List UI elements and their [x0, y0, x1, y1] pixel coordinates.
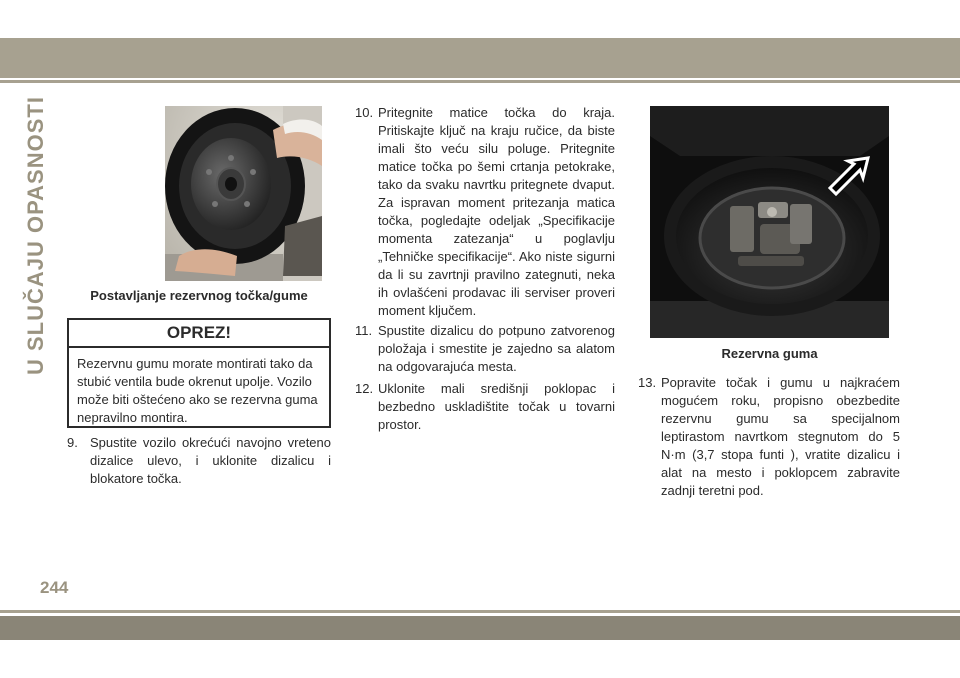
warning-title: OPREZ! [69, 320, 329, 348]
step-first-line: Uklonite mali središnji poklopac i [378, 381, 615, 396]
step-number: 9. [67, 435, 78, 450]
warning-box [67, 318, 331, 428]
tire-mount-caption: Postavljanje rezervnog točka/gume [90, 288, 308, 303]
step-13 [638, 374, 900, 500]
section-title: U SLUČAJU OPASNOSTI [23, 96, 48, 375]
spare-tire-caption: Rezervna guma [721, 346, 818, 361]
tire-mount-photo [165, 106, 322, 281]
step-text: bezbedno uskladištite točak u tovarni prostor. [378, 399, 615, 432]
step-9 [67, 434, 331, 488]
step-11 [355, 322, 615, 376]
header-rule [0, 80, 960, 83]
step-first-line: Spustite vozilo okrećući navojno vreteno [90, 435, 331, 450]
step-number: 10. [355, 105, 374, 120]
footer-band [0, 616, 960, 640]
step-first-line: Pritegnite matice točka do kraja. [378, 105, 615, 120]
step-text: mogućem roku, propisno obezbedite rezervnu gumu sa specijalnom leptirastom navrtkom stegnutom do 5 N·m (3,7 stopa funti ), vratite dizalicu i alat na mesto i poklopcem zabravite zadnji teretni pod. [661, 393, 900, 498]
step-first-line: Spustite dizalicu do potpuno zatvorenog [378, 323, 615, 338]
page-number: 244 [40, 578, 69, 597]
footer-rule [0, 610, 960, 613]
step-12 [355, 380, 615, 434]
step-10 [355, 104, 615, 320]
step-text: položaja i smestite je zajedno sa alatom na odgovarajuća mesta. [378, 341, 615, 374]
step-text: dizalice ulevo, i uklonite dizalicu i blokatore točka. [90, 453, 331, 486]
spare-tire-photo [650, 106, 889, 338]
step-text: Pritiskajte ključ na kraju ručice, da biste imali što veću silu poluge. Pritegnite matice točka po šemi crtanja petokrake, tako da svaku navrtku pritegnete dvaput. Za ispravan moment pritezanja matica točka, pogledajte odeljak „Specifikacije momenta zatezanja“ u poglavlju „Tehničke specifikacije“. Ako niste sigurni da li su zavrtnji pravilno zategnuti, neka ih ovlašćeni prodavac ili serviser proveri moment ključem. [378, 123, 615, 318]
step-number: 12. [355, 381, 374, 396]
warning-text: Rezervnu gumu morate montirati tako da stubić ventila bude okrenut upolje. Vozilo može biti oštećeno ako se rezervna guma nepravilno montira. [77, 356, 318, 425]
step-number: 11. [355, 323, 373, 338]
step-first-line: Popravite točak i gumu u najkraćem [661, 375, 900, 390]
header-band [0, 38, 960, 78]
step-number: 13. [638, 375, 657, 390]
